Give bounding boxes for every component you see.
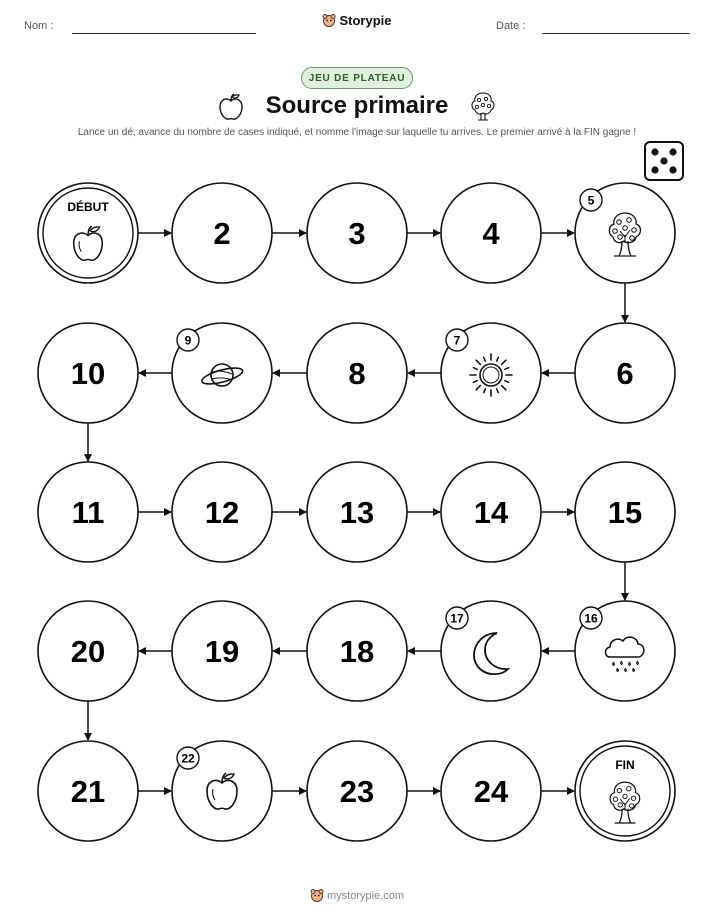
cell-number: 14: [473, 495, 509, 530]
board-cell-12: [172, 462, 272, 562]
cell-number: 12: [204, 495, 240, 530]
cell-number: 10: [70, 356, 106, 391]
footer: [0, 888, 714, 902]
cell-number-badge: [446, 607, 468, 629]
cell-number: 18: [339, 634, 375, 669]
page-title: Source primaire: [265, 92, 449, 119]
cell-number-badge: [580, 189, 602, 211]
cell-number: 23: [339, 774, 375, 809]
board-cell-8: [307, 323, 407, 423]
board-cell-22: [172, 741, 272, 841]
board-cell-14: [441, 462, 541, 562]
cell-number-badge: [177, 329, 199, 351]
instructions-text: Lance un dé, avance du nombre de cases indiqué, et nomme l'image sur laquelle tu arrives. Le premier arrivé à la FIN gagne !: [77, 127, 637, 138]
board-cell-18: [307, 601, 407, 701]
board-cell-20: [38, 601, 138, 701]
board-cell-5: [575, 183, 675, 283]
board-cell-13: [307, 462, 407, 562]
cell-number: 4: [482, 216, 500, 251]
cell-number-badge: [580, 607, 602, 629]
cell-number: 21: [70, 774, 106, 809]
footer-url: mystorypie.com: [326, 890, 405, 902]
brand-name: Storypie: [339, 13, 392, 28]
name-label: Nom :: [24, 20, 54, 32]
board-cell-start: [38, 183, 138, 283]
board-cell-15: [575, 462, 675, 562]
cell-number: 20: [70, 634, 106, 669]
cell-number-label: 7: [453, 333, 461, 348]
board-cell-10: [38, 323, 138, 423]
board-cell-17: [441, 601, 541, 701]
cell-number: 3: [348, 216, 366, 251]
board-cell-3: [307, 183, 407, 283]
cell-number-label: 16: [584, 611, 598, 626]
cell-number-badge: [177, 747, 199, 769]
board-cell-24: [441, 741, 541, 841]
board-cell-19: [172, 601, 272, 701]
cell-number: 13: [339, 495, 375, 530]
cell-number: 19: [204, 634, 240, 669]
cell-number: 2: [213, 216, 231, 251]
cell-number-label: 5: [587, 193, 595, 208]
storypie-footer-logo-icon: [310, 888, 324, 902]
board-cell-9: [172, 323, 272, 423]
board-cell-7: [441, 323, 541, 423]
start-label: DÉBUT: [67, 200, 109, 214]
cell-number-badge: [446, 329, 468, 351]
board-cell-6: [575, 323, 675, 423]
cell-number: 24: [473, 774, 509, 809]
cell-number-label: 22: [181, 751, 195, 766]
date-label: Date :: [496, 20, 526, 32]
board-cell-16: [575, 601, 675, 701]
board-cell-4: [441, 183, 541, 283]
cell-number: 15: [607, 495, 643, 530]
game-type-badge: JEU DE PLATEAU: [301, 67, 413, 89]
end-label: FIN: [615, 758, 635, 772]
cell-number: 11: [71, 495, 105, 530]
cell-number: 6: [616, 356, 634, 391]
board-cell-end: [575, 741, 675, 841]
cell-number-label: 17: [450, 611, 464, 626]
board-cell-2: [172, 183, 272, 283]
board-cell-23: [307, 741, 407, 841]
board-cell-11: [38, 462, 138, 562]
board-cell-21: [38, 741, 138, 841]
cell-number: 8: [348, 356, 366, 391]
cell-number-label: 9: [184, 333, 192, 348]
